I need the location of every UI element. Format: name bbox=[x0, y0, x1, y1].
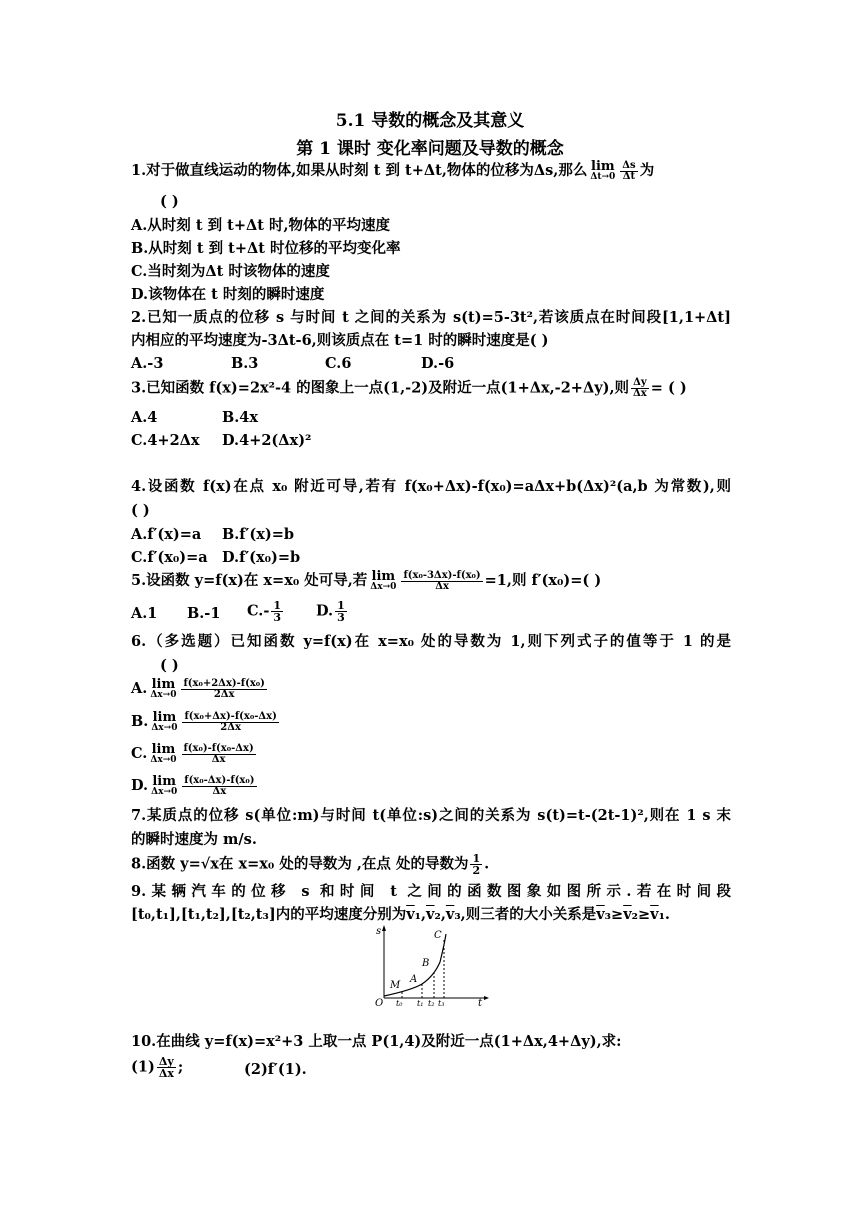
fraction: $\frac{1}{2}$ bbox=[472, 852, 481, 877]
q4-option-c: C.f′(x₀)=a bbox=[131, 549, 208, 566]
q3-option-a: A.4 bbox=[131, 409, 158, 426]
q6-stem: 6.（多选题）已知函数 y=f(x)在 x=x₀ 处的导数为 1,则下列式子的值等于 1 的是 bbox=[131, 633, 731, 650]
point-b-label: B bbox=[422, 958, 430, 969]
limit-symbol: lim Δt→0 bbox=[590, 159, 616, 182]
q9-stem-line1: 9.某辆汽车的位移 s 和时间 t 之间的函数图象如图所示.若在时间段 bbox=[131, 883, 731, 900]
q5-option-b: B.-1 bbox=[187, 605, 221, 622]
q5-option-c: C.- $\frac{1}{3}$ bbox=[247, 599, 282, 624]
q2-stem-line1: 2.已知一质点的位移 s 与时间 t 之间的关系为 s(t)=5-3t²,若该质点在时间段[1,1+Δt] bbox=[131, 309, 731, 326]
q5-option-a: A.1 bbox=[131, 605, 158, 622]
q6-option-a: A. lim Δx→0 $\frac{\text{f(x₀+2Δx)-f(x₀)}}{2\Delta x}$ bbox=[131, 677, 265, 700]
origin-label: O bbox=[375, 998, 384, 1006]
q10-stem: 10.在曲线 y=f(x)=x²+3 上取一点 P(1,4)及附近一点(1+Δx,4+Δy),求: bbox=[131, 1033, 622, 1050]
t-axis-label: t bbox=[478, 998, 483, 1006]
q3-stem: 3.已知函数 f(x)=2x²-4 的图象上一点(1,-2)及附近一点(1+Δx,-2+Δy),则 $\frac{\Delta y}{\Delta x}$ = ( ) bbox=[131, 377, 687, 399]
q2-option-d: D.-6 bbox=[421, 355, 455, 372]
s-axis-arrow bbox=[382, 925, 386, 931]
q7-stem-line1: 7.某质点的位移 s(单位:m)与时间 t(单位:s)之间的关系为 s(t)=t-(2t-1)²,则在 1 s 末 bbox=[131, 807, 731, 824]
q3-option-d: D.4+2(Δx)² bbox=[222, 432, 312, 449]
q6-answer-paren: ( ) bbox=[160, 657, 179, 674]
q3-option-b: B.4x bbox=[222, 409, 259, 426]
q4-option-a: A.f′(x)=a bbox=[131, 526, 202, 543]
q1-option-c: C.当时刻为Δt 时该物体的速度 bbox=[131, 263, 330, 280]
q2-stem-line2: 内相应的平均速度为-3Δt-6,则该质点在 t=1 时的瞬时速度是( ) bbox=[131, 332, 549, 349]
q4-stem: 4.设函数 f(x)在点 x₀ 附近可导,若有 f(x₀+Δx)-f(x₀)=aΔx+b(Δx)²(a,b 为常数),则 bbox=[131, 478, 731, 495]
point-c-label: C bbox=[434, 930, 442, 941]
q6-option-c: C. lim Δx→0 $\frac{\text{f(x₀)-f(x₀-Δx)}}{\Delta x}$ bbox=[131, 742, 254, 765]
q4-option-d: D.f′(x₀)=b bbox=[222, 549, 301, 566]
q2-option-c: C.6 bbox=[325, 355, 352, 372]
q3-option-c: C.4+2Δx bbox=[131, 432, 200, 449]
q7-stem-line2: 的瞬时速度为 m/s. bbox=[131, 831, 257, 848]
section-title: 5.1 导数的概念及其意义 bbox=[335, 111, 525, 131]
lesson-title: 第 1 课时 变化率问题及导数的概念 bbox=[296, 139, 564, 159]
q10-part1: (1) $\frac{\Delta y}{\Delta x}$ ; bbox=[131, 1055, 184, 1080]
q1-option-a: A.从时刻 t 到 t+Δt 时,物体的平均速度 bbox=[131, 217, 391, 234]
q1-option-b: B.从时刻 t 到 t+Δt 时位移的平均变化率 bbox=[131, 240, 401, 257]
point-a-label: A bbox=[410, 974, 418, 985]
q2-option-b: B.3 bbox=[231, 355, 259, 372]
displacement-time-graph bbox=[372, 924, 490, 1006]
point-m-label: M bbox=[390, 980, 401, 991]
q10-part2: (2)f′(1). bbox=[244, 1061, 307, 1078]
q9-stem-line2: [t₀,t₁],[t₁,t₂],[t₂,t₃]内的平均速度分别为$\overline{v}_1,\overline{v}_2,\overline{v}_3$,则三者的大小关系是$\overline{v}_3\ge\overline{v}_2\ge\overline{v}_1$. bbox=[131, 906, 670, 923]
q1-answer-paren: ( ) bbox=[160, 193, 179, 210]
q2-option-a: A.-3 bbox=[131, 355, 164, 372]
q4-answer-paren: ( ) bbox=[131, 502, 150, 519]
fraction: $\frac{\Delta s}{\Delta t}$ bbox=[622, 159, 636, 182]
q4-option-b: B.f′(x)=b bbox=[222, 526, 295, 543]
q8-stem: 8.函数 y=√x在 x=x₀ 处的导数为 ,在点 处的导数为 $\frac{1}{2}$ . bbox=[131, 852, 490, 877]
q5-stem: 5.设函数 y=f(x)在 x=x₀ 处可导,若 lim Δx→0 $\frac{\text{f(x₀-3Δx)-f(x₀)}}{\Delta x}$ =1,则 f′(x₀)=( ) bbox=[131, 569, 602, 592]
t-axis-arrow bbox=[484, 996, 489, 1000]
fraction: $\frac{\text{f(x₀-3Δx)-f(x₀)}}{\Delta x}$ bbox=[403, 569, 481, 592]
q1-stem: 1.对于做直线运动的物体,如果从时刻 t 到 t+Δt,物体的位移为Δs,那么 lim Δt→0 $\frac{\Delta s}{\Delta t}$ 为 bbox=[131, 159, 655, 182]
tick-t0: t₀ bbox=[396, 999, 403, 1006]
tick-t1: t₁ bbox=[417, 999, 424, 1006]
q6-option-d: D. lim Δx→0 $\frac{\text{f(x₀-Δx)-f(x₀)}}{\Delta x}$ bbox=[131, 774, 255, 797]
q5-option-d: D. $\frac{1}{3}$ bbox=[316, 599, 345, 624]
tick-t2: t₂ bbox=[428, 999, 435, 1006]
q1-option-d: D.该物体在 t 时刻的瞬时速度 bbox=[131, 286, 325, 303]
fraction: $\frac{\Delta y}{\Delta x}$ bbox=[633, 377, 647, 399]
q6-option-b: B. lim Δx→0 $\frac{\text{f(x₀+Δx)-f(x₀-Δx)}}{2\Delta x}$ bbox=[131, 710, 277, 733]
tick-t3: t₃ bbox=[438, 999, 445, 1006]
limit-symbol: lim Δx→0 bbox=[370, 569, 397, 592]
s-axis-label: s bbox=[376, 926, 382, 937]
